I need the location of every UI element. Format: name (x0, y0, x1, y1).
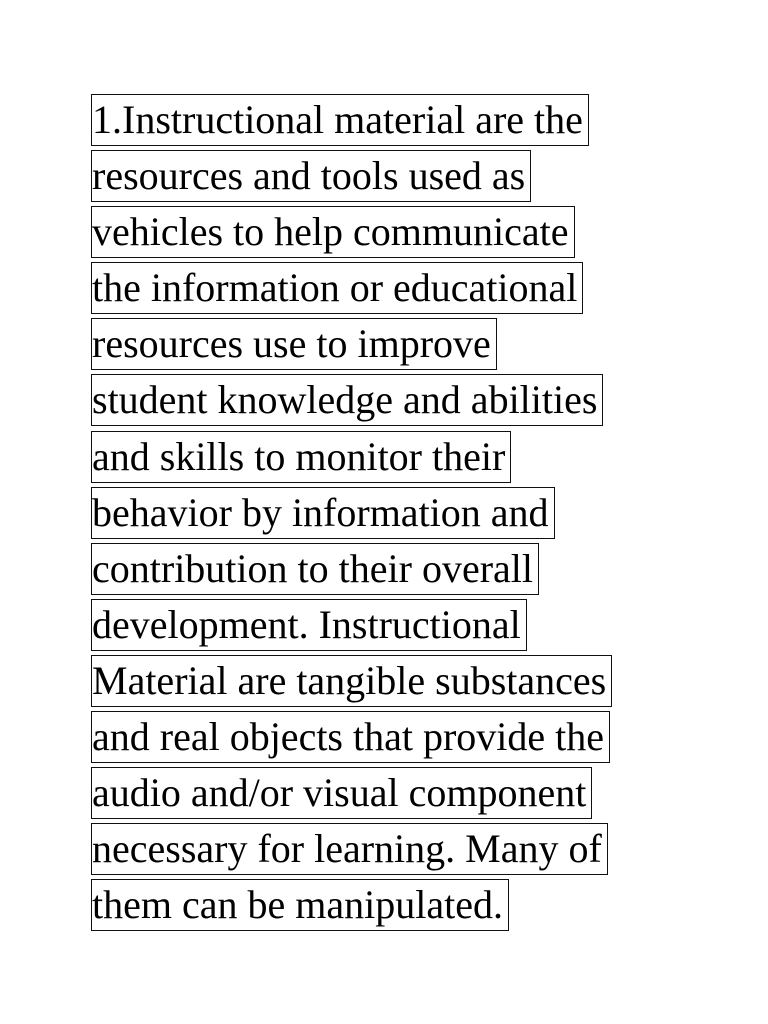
text-line-box: resources use to improve (91, 318, 497, 370)
text-line-box: vehicles to help communicate (91, 206, 575, 258)
text-line (91, 318, 681, 374)
text-line-box: student knowledge and abilities (91, 374, 603, 426)
text-line-box: the information or educational (91, 262, 583, 314)
text-line-box: audio and/or visual component (91, 767, 592, 819)
text-line (91, 431, 681, 487)
text-line-box: 1.Instructional material are the (91, 94, 589, 146)
text-line-box: contribution to their overall (91, 543, 539, 595)
text-line (91, 767, 681, 823)
text-line-box: behavior by information and (91, 487, 555, 539)
text-line (91, 599, 681, 655)
text-line (91, 150, 681, 206)
text-line (91, 487, 681, 543)
document-text-block (91, 94, 681, 935)
text-line-box: resources and tools used as (91, 150, 531, 202)
text-line-box: them can be manipulated. (91, 879, 509, 931)
text-line-box: necessary for learning. Many of (91, 823, 608, 875)
text-line (91, 823, 681, 879)
text-line (91, 711, 681, 767)
text-line-box: and skills to monitor their (91, 431, 511, 483)
text-line (91, 206, 681, 262)
text-line (91, 655, 681, 711)
text-line (91, 94, 681, 150)
text-line (91, 543, 681, 599)
text-line (91, 262, 681, 318)
text-line (91, 374, 681, 430)
text-line (91, 879, 681, 935)
text-line-box: Material are tangible substances (91, 655, 612, 707)
text-line-box: and real objects that provide the (91, 711, 610, 763)
text-line-box: development. Instructional (91, 599, 527, 651)
